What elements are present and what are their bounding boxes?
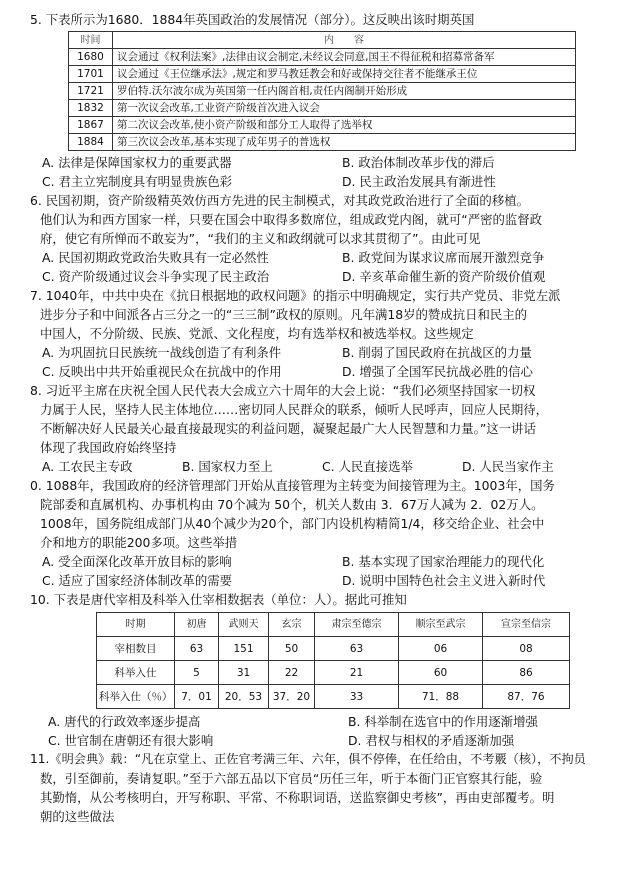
question-5-table [68,31,576,151]
table-cell: 87．76 [483,685,570,709]
question-10-table [96,612,570,709]
table-cell-year: 1721 [69,83,113,100]
question-8-stem-line: 力属于人民，坚持人民主体地位……密切同人民群众的联系，倾听人民呼声，回应人民期待， [40,402,549,417]
option-a[interactable]: A. 受全面深化改革开放目标的影响 [42,554,232,569]
option-b[interactable]: B. 削弱了国民政府在抗战区的力量 [342,345,532,360]
question-9-options [30,552,598,590]
option-b[interactable]: B. 国家权力至上 [182,459,273,474]
table-header-cell: 顺宗至武宗 [399,613,483,637]
question-5-stem: 5. 下表所示为1680．1884年英国政治的发展情况（部分）。这反映出该时期英国 [30,12,475,27]
table-header-cell: 宣宗至信宗 [483,613,570,637]
table-cell: 5 [175,661,219,685]
option-d[interactable]: D. 君权与相权的矛盾逐渐加强 [348,733,515,748]
question-6 [30,191,598,286]
table-cell-year: 1867 [69,117,113,134]
table-row [69,100,576,117]
table-cell: 63 [175,637,219,661]
option-a[interactable]: A. 为巩固抗日民族统一战线创造了有利条件 [42,345,282,360]
question-7-stem-line: 中国人，不分阶级、民族、党派、文化程度，均有选举权和被选举权。这些规定 [40,326,474,341]
table-cell: 33 [315,685,399,709]
table-header-cell: 肃宗至德宗 [315,613,399,637]
option-c[interactable]: C. 资产阶级通过议会斗争实现了民主政治 [42,269,270,284]
table-cell: 71．88 [399,685,483,709]
table-cell: 20．53 [219,685,269,709]
question-10 [30,590,598,750]
table-cell: 60 [399,661,483,685]
option-c[interactable]: C. 君主立宪制度具有明显贵族色彩 [42,174,232,189]
table-header-cell: 时期 [97,613,175,637]
table-row [69,117,576,134]
option-b[interactable]: B. 基本实现了国家治理能力的现代化 [342,554,545,569]
table-header-cell: 时间 [69,32,113,49]
option-c[interactable]: C. 适应了国家经济体制改革的需要 [42,573,232,588]
option-c[interactable]: C. 世官制在唐朝还有很大影响 [48,733,214,748]
table-header-cell: 内 容 [113,32,576,49]
question-6-options [30,248,598,286]
question-6-stem-line: 他们认为和西方国家一样，只要在国会中取得多数席位，组成政党内阁，就可“严密的监督政 [40,212,543,227]
table-cell: 31 [219,661,269,685]
question-5-options [30,153,598,191]
question-8-stem-line: 不断解决好人民最关心最直接最现实的利益问题，凝聚起最广大人民智慧和力量。”这一讲话 [40,421,536,436]
question-11-stem-line: 朝的这些做法 [40,809,115,824]
table-cell: 宰相数目 [97,637,175,661]
question-7-stem-line: 进步分子和中间派各占三分之一的“三三制”政权的原则。凡年满18岁的赞成抗日和民主的 [40,307,528,322]
option-b[interactable]: B. 政党间为谋求议席而展开激烈竞争 [342,250,545,265]
table-cell: 08 [483,637,570,661]
table-header-cell: 玄宗 [269,613,315,637]
table-cell-year: 1884 [69,134,113,151]
question-6-stem-line: 府，使它有所惮而不敢妄为”，“我们的主义和政纲就可以求其贯彻了”。由此可见 [40,231,481,246]
question-7-options [30,343,598,381]
option-b[interactable]: B. 科举制在选官中的作用逐渐增强 [348,714,538,729]
table-header-row [69,32,576,49]
question-8-options [30,457,598,476]
table-row [69,49,576,66]
question-9-stem-line: 介和地方的职能200多项。这些举措 [40,535,238,550]
table-cell-content: 第一次议会改革,工业资产阶级首次进入议会 [113,100,576,117]
option-d[interactable]: D. 增强了全国军民抗战必胜的信心 [342,364,533,379]
table-cell: 63 [315,637,399,661]
table-header-cell: 武则天 [219,613,269,637]
table-cell: 科举入仕 [97,661,175,685]
table-row [69,66,576,83]
option-a[interactable]: A. 民国初期政党政治失败具有一定必然性 [42,250,269,265]
question-5 [30,10,598,191]
table-row [69,134,576,151]
option-d[interactable]: D. 辛亥革命催生新的资产阶级价值观 [342,269,546,284]
question-9 [30,476,598,590]
table-cell: 86 [483,661,570,685]
table-cell-year: 1680 [69,49,113,66]
question-9-stem-line: 院部委和直属机构、办事机构由 70个减为 50个，机关人数由 3．67万人减为 2．02万人。 [40,497,544,512]
table-header-cell: 初唐 [175,613,219,637]
option-b[interactable]: B. 政治体制改革步伐的滞后 [342,155,495,170]
question-6-stem-line: 6. 民国初期，资产阶级精英效仿西方先进的民主制模式，对其政党政治进行了全面的移植。 [30,193,529,208]
question-8-stem-line: 体现了我国政府始终坚持 [40,440,177,455]
option-c[interactable]: C. 反映出中共开始重视民众在抗战中的作用 [42,364,282,379]
question-7-stem-line: 7. 1040年，中共中央在《抗日根据地的政权问题》的指示中明确规定，实行共产党员、非党左派 [30,288,561,303]
table-cell: 21 [315,661,399,685]
question-11-stem-line: 其勤惰，从公考核明白，开写称职、平常、不称职词语，送监察御史考核”，再由吏部覆考。明 [40,790,555,805]
table-cell-content: 议会通过《王位继承法》,规定和罗马教廷教会和好或保持交往者不能继承王位 [113,66,576,83]
table-cell: 7．01 [175,685,219,709]
table-cell: 22 [269,661,315,685]
table-cell-year: 1701 [69,66,113,83]
table-cell-content: 罗伯特.沃尔波尔成为英国第一任内阁首相,责任内阁制开始形成 [113,83,576,100]
question-10-stem: 10. 下表是唐代宰相及科举入仕宰相数据表（单位：人）。据此可推知 [30,592,407,607]
question-11-stem-line: 11.《明会典》载：“凡在京堂上、正佐官考满三年、六年，俱不停俸，在任给由，不考覈（核），不拘员 [30,752,586,766]
option-c[interactable]: C. 人民直接选举 [322,459,413,474]
table-cell-content: 第三次议会改革,基本实现了成年男子的普选权 [113,134,576,151]
option-d[interactable]: D. 说明中国特色社会主义进入新时代 [342,573,546,588]
table-cell: 151 [219,637,269,661]
option-a[interactable]: A. 工农民主专政 [42,459,133,474]
question-9-stem-line: 1008年，国务院组成部门从40个减少为20个，部门内设机构精简1/4，移交给企业、社会中 [40,516,545,531]
option-a[interactable]: A. 法律是保障国家权力的重要武器 [42,155,232,170]
option-a[interactable]: A. 唐代的行政效率逐步提高 [48,714,201,729]
question-10-options [30,712,598,750]
question-11-stem-line: 数，引至御前，奏请复职。”至于六部五品以下官员“历任三年，听于本衙门正官察其行能，验 [40,771,543,786]
table-cell-year: 1832 [69,100,113,117]
table-cell-content: 第二次议会改革,使小资产阶级和部分工人取得了选举权 [113,117,576,134]
table-cell: 50 [269,637,315,661]
option-d[interactable]: D. 人民当家作主 [462,459,554,474]
table-row [97,685,570,709]
question-8-stem-line: 8. 习近平主席在庆祝全国人民代表大会成立六十周年的大会上说：“我们必须坚持国家一切权 [30,383,536,398]
question-9-stem-line: 0. 1088年，我国政府的经济管理部门开始从直接管理为主转变为间接管理为主。1003年，国务 [30,478,555,493]
table-row [97,637,570,661]
table-row [69,83,576,100]
table-cell: 37．20 [269,685,315,709]
question-8 [30,381,598,476]
table-cell: 06 [399,637,483,661]
question-11 [30,750,598,826]
option-d[interactable]: D. 民主政治发展具有渐进性 [342,174,496,189]
question-7 [30,286,598,381]
table-cell: 科举入仕（％） [97,685,175,709]
table-header-row [97,613,570,637]
table-row [97,661,570,685]
table-cell-content: 议会通过《权利法案》,法律由议会制定,未经议会同意,国王不得征税和招募常备军 [113,49,576,66]
